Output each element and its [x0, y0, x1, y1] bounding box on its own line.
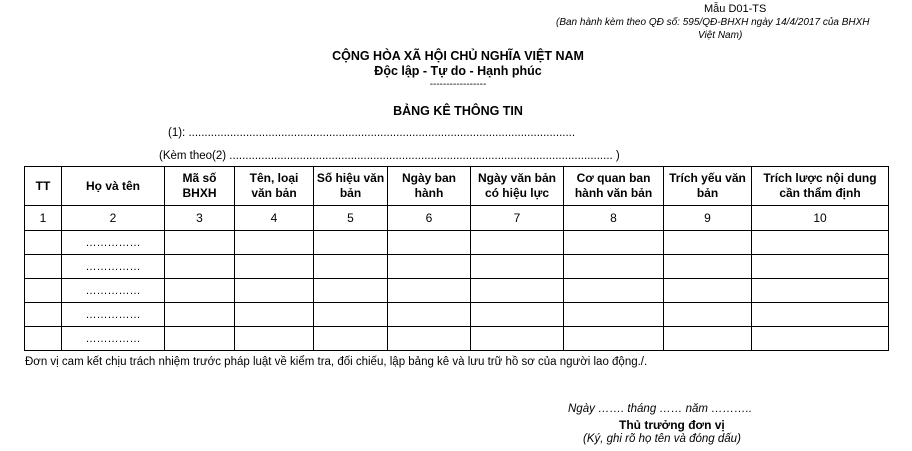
table-cell[interactable]	[235, 255, 314, 279]
table-cell[interactable]	[471, 231, 564, 255]
table-cell[interactable]	[471, 255, 564, 279]
table-cell[interactable]	[664, 255, 752, 279]
column-header-text: Số hiệu văn	[316, 171, 385, 185]
table-cell[interactable]	[388, 303, 471, 327]
column-header	[564, 167, 664, 206]
table-cell[interactable]: ……………	[62, 231, 165, 255]
table-cell[interactable]	[165, 279, 235, 303]
table-cell[interactable]	[314, 231, 388, 255]
table-cell[interactable]	[471, 279, 564, 303]
table-row	[25, 255, 889, 279]
column-header-text: BHXH	[182, 186, 217, 200]
issued-note-line-2: Việt Nam)	[698, 30, 743, 41]
column-number: 1	[25, 206, 62, 231]
table-row	[25, 327, 889, 351]
column-number: 10	[752, 206, 889, 231]
issued-note-line-1: (Ban hành kèm theo QĐ số: 595/QĐ-BHXH ngày 14/4/2017 của BHXH	[556, 17, 870, 28]
column-header	[25, 167, 62, 206]
column-header	[62, 167, 165, 206]
table-cell[interactable]	[235, 231, 314, 255]
column-header	[388, 167, 471, 206]
national-title: CỘNG HÒA XÃ HỘI CHỦ NGHĨA VIỆT NAM	[332, 49, 584, 63]
table-cell[interactable]	[752, 303, 889, 327]
table-cell[interactable]	[388, 231, 471, 255]
table-cell[interactable]	[564, 327, 664, 351]
table-cell[interactable]	[165, 327, 235, 351]
column-header	[471, 167, 564, 206]
table-cell[interactable]	[25, 255, 62, 279]
column-header-text: Mã số	[182, 171, 217, 185]
info-table	[24, 166, 889, 351]
column-header-text: TT	[35, 178, 51, 193]
column-header-text: Trích yếu văn	[669, 171, 746, 185]
table-cell[interactable]	[664, 231, 752, 255]
table-header-row	[25, 167, 889, 206]
column-header	[752, 167, 889, 206]
table-cell[interactable]	[388, 255, 471, 279]
column-header-text: hành	[414, 186, 444, 200]
table-cell[interactable]: ……………	[62, 303, 165, 327]
table-cell[interactable]	[664, 279, 752, 303]
commitment-statement: Đơn vị cam kết chịu trách nhiệm trước pháp luật về kiểm tra, đối chiếu, lập bảng kê và lưu trữ hồ sơ của người lao động./.	[25, 356, 648, 368]
column-header-text: Họ và tên	[85, 178, 140, 193]
column-header	[314, 167, 388, 206]
table-cell[interactable]	[235, 279, 314, 303]
column-header-text: Ngày ban	[401, 171, 456, 185]
signature-role: Thủ trưởng đơn vị	[619, 418, 725, 432]
column-header-text: cần thẩm định	[779, 186, 861, 200]
column-number: 2	[62, 206, 165, 231]
column-number: 3	[165, 206, 235, 231]
table-cell[interactable]: ……………	[62, 327, 165, 351]
column-header-text: có hiệu lực	[484, 186, 550, 200]
table-cell[interactable]	[564, 303, 664, 327]
table-cell[interactable]	[314, 255, 388, 279]
table-row	[25, 231, 889, 255]
column-header	[664, 167, 752, 206]
title-divider: -----------------	[429, 79, 487, 90]
column-number: 7	[471, 206, 564, 231]
table-cell[interactable]	[752, 255, 889, 279]
column-header	[165, 167, 235, 206]
table-cell[interactable]	[25, 303, 62, 327]
column-number: 8	[564, 206, 664, 231]
table-cell[interactable]: ……………	[62, 279, 165, 303]
table-cell[interactable]	[564, 231, 664, 255]
table-cell[interactable]	[165, 255, 235, 279]
table-cell[interactable]	[314, 279, 388, 303]
table-cell[interactable]	[314, 327, 388, 351]
table-cell[interactable]	[314, 303, 388, 327]
column-number: 6	[388, 206, 471, 231]
column-header-text: bản	[339, 186, 362, 200]
column-header-text: Ngày văn bản	[477, 171, 557, 185]
column-number-row	[25, 206, 889, 231]
table-cell[interactable]	[388, 327, 471, 351]
table-cell[interactable]	[564, 279, 664, 303]
column-header-text: Cơ quan ban	[576, 171, 651, 185]
table-row	[25, 303, 889, 327]
table-cell[interactable]	[25, 327, 62, 351]
signature-note: (Ký, ghi rõ họ tên và đóng dấu)	[583, 433, 741, 445]
table-cell[interactable]	[664, 303, 752, 327]
column-header	[235, 167, 314, 206]
table-cell[interactable]	[165, 231, 235, 255]
table-cell[interactable]	[235, 327, 314, 351]
table-cell[interactable]	[165, 303, 235, 327]
column-header-text: Tên, loại	[249, 171, 299, 185]
table-cell[interactable]	[564, 255, 664, 279]
form-code: Mẫu D01-TS	[704, 3, 767, 15]
reference-line-1: (1): .........................................................................................................................	[168, 127, 576, 139]
column-header-text: văn bản	[251, 186, 297, 200]
table-cell[interactable]	[752, 231, 889, 255]
table-cell[interactable]	[664, 327, 752, 351]
table-cell[interactable]	[25, 231, 62, 255]
signature-date: Ngày ……. tháng …… năm ………..	[568, 403, 753, 415]
table-row	[25, 279, 889, 303]
table-cell[interactable]	[471, 303, 564, 327]
table-cell[interactable]	[471, 327, 564, 351]
table-cell[interactable]	[235, 303, 314, 327]
table-cell[interactable]	[388, 279, 471, 303]
table-cell[interactable]	[25, 279, 62, 303]
document-title: BẢNG KÊ THÔNG TIN	[393, 104, 523, 118]
column-number: 9	[664, 206, 752, 231]
national-motto: Độc lập - Tự do - Hạnh phúc	[374, 64, 542, 78]
table-cell[interactable]: ……………	[62, 255, 165, 279]
column-number: 4	[235, 206, 314, 231]
reference-line-2: (Kèm theo(2) ........................................................................................................................ )	[159, 150, 620, 162]
column-header-text: hành văn bản	[574, 186, 653, 200]
column-header-text: Trích lược nội dung	[763, 171, 877, 185]
table-cell[interactable]	[752, 279, 889, 303]
issued-note	[556, 16, 902, 42]
column-number: 5	[314, 206, 388, 231]
table-cell[interactable]	[752, 327, 889, 351]
column-header-text: bản	[696, 186, 719, 200]
